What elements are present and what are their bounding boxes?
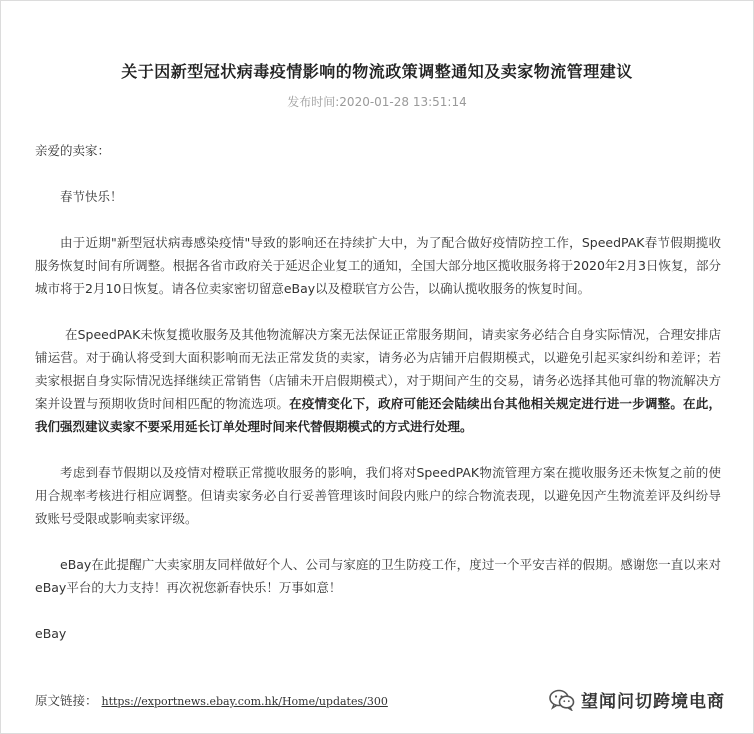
watermark-text: 望闻问切跨境电商: [581, 692, 725, 712]
source-link-label: 原文链接：: [35, 693, 98, 708]
wechat-icon: [549, 689, 575, 711]
article-body: [35, 139, 721, 668]
watermark: [549, 687, 725, 712]
paragraph-3-bold-text: 在疫情变化下，政府可能还会陆续出台其他相关规定进行进一步调整。在此，我们强烈建议卖家不要采用延长订单处理时间来代替假期模式的方式进行处理。: [35, 396, 721, 434]
paragraph-2: 由于近期"新型冠状病毒感染疫情"导致的影响还在持续扩大中，为了配合做好疫情防控工作，SpeedPAK春节假期揽收服务恢复时间有所调整。根据各省市政府关于延迟企业复工的通知，全国大部分地区揽收服务将于2020年2月3日恢复，部分城市将于2月10日恢复。请各位卖家密切留意eBay以及橙联官方公告，以确认揽收服务的恢复时间。: [35, 235, 721, 296]
publish-time: 发布时间:2020-01-28 13:51:14: [287, 95, 467, 109]
article-title: 关于因新型冠状病毒疫情影响的物流政策调整通知及卖家物流管理建议: [121, 62, 633, 81]
paragraph-1: 春节快乐！: [60, 189, 123, 204]
signature: eBay: [35, 626, 67, 641]
paragraph-3: [35, 323, 721, 438]
source-link-line: [35, 691, 388, 709]
paragraph-3-text: 在SpeedPAK未恢复揽收服务及其他物流解决方案无法保证正常服务期间，请卖家务必结合自身实际情况，合理安排店铺运营。对于确认将受到大面积影响而无法正常发货的卖家，请务必为店铺开启假期模式，以避免引起买家纠纷和差评；若卖家根据自身实际情况选择继续正常销售（店铺未开启假期模式），对于期间产生的交易，请务必选择其他可靠的物流解决方案并设置与预期收货时间相匹配的物流选项。: [35, 327, 721, 411]
greeting-paragraph: 亲爱的卖家：: [35, 143, 111, 158]
source-link[interactable]: https://exportnews.ebay.com.hk/Home/updates/300: [101, 695, 388, 708]
paragraph-5: eBay在此提醒广大卖家朋友同样做好个人、公司与家庭的卫生防疫工作，度过一个平安吉祥的假期。感谢您一直以来对eBay平台的大力支持！再次祝您新春快乐！万事如意！: [35, 557, 721, 595]
paragraph-4: 考虑到春节假期以及疫情对橙联正常揽收服务的影响，我们将对SpeedPAK物流管理方案在揽收服务还未恢复之前的使用合规率考核进行相应调整。但请卖家务必自行妥善管理该时间段内账户的综合物流表现，以避免因产生物流差评及纠纷导致账号受限或影响卖家评级。: [35, 465, 721, 526]
